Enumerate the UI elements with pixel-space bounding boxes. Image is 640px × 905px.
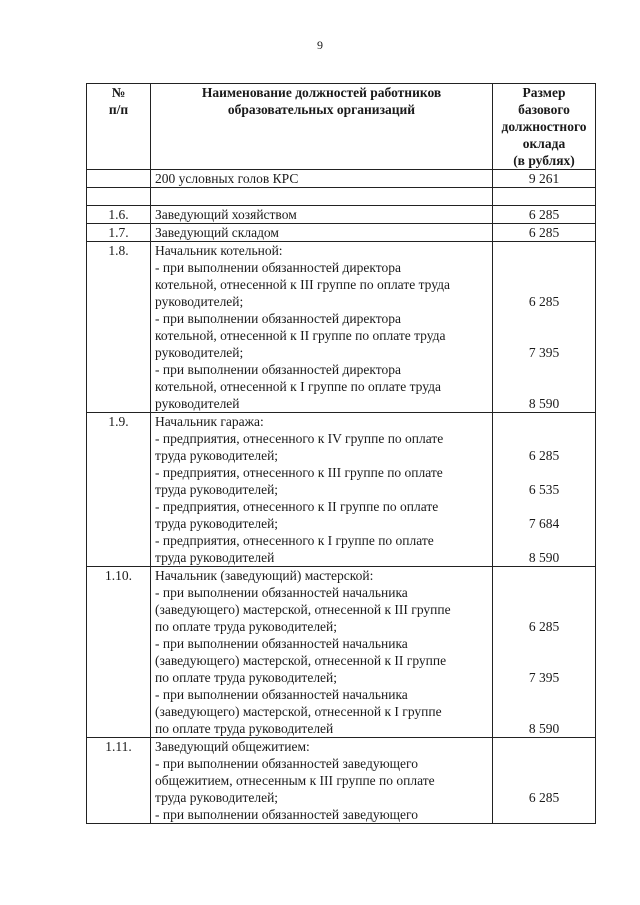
row-number [87,170,151,188]
salary-line [497,276,591,293]
salary-line: 6 535 [528,482,560,497]
salary-line [497,378,591,395]
salary-cell [493,206,596,224]
table-row [87,413,596,567]
position-name [151,188,493,206]
salary-line [497,498,591,515]
salary-line [497,772,591,789]
header-position-name [151,84,493,170]
salary-cell [493,413,596,567]
position-line: общежитием, отнесенным к III группе по оплате [155,773,435,788]
salary-cell [493,567,596,738]
position-line: - при выполнении обязанностей начальника [155,687,408,702]
position-name [151,206,493,224]
salary-line [497,532,591,549]
salary-line [497,755,591,772]
position-line [155,188,488,205]
position-line: - при выполнении обязанностей начальника [155,585,408,600]
salary-line [497,259,591,276]
header-salary [493,84,596,170]
salary-table [86,83,596,824]
header-salary-line: (в рублях) [513,153,575,168]
salary-line: 6 285 [528,448,560,463]
position-line: котельной, отнесенной к II группе по оплате труда [155,328,446,343]
position-line: руководителей; [155,294,244,309]
position-name [151,738,493,824]
table-header-row [87,84,596,170]
salary-line [497,686,591,703]
position-line: руководителей; [155,345,244,360]
position-name [151,242,493,413]
salary-line [497,242,591,259]
position-line: - при выполнении обязанностей директора [155,362,401,377]
salary-line [497,806,591,823]
position-line: котельной, отнесенной к III группе по оплате труда [155,277,450,292]
position-line: (заведующего) мастерской, отнесенной к III группе [155,602,451,617]
row-number: 1.8. [87,242,151,413]
position-line: Заведующий общежитием: [155,739,310,754]
row-number: 1.10. [87,567,151,738]
table-row [87,242,596,413]
position-line: по оплате труда руководителей; [155,619,338,634]
position-line: по оплате труда руководителей; [155,670,338,685]
table-row [87,224,596,242]
salary-line [497,584,591,601]
table-body [87,170,596,824]
position-line: Заведующий хозяйством [155,207,297,222]
position-line: труда руководителей; [155,790,279,805]
salary-cell [493,224,596,242]
table-row [87,567,596,738]
position-line: - предприятия, отнесенного к IV группе по оплате [155,431,444,446]
position-line: Начальник котельной: [155,243,283,258]
salary-line: 8 590 [528,721,560,736]
salary-cell [493,170,596,188]
position-line: труда руководителей [155,550,275,565]
salary-line: 8 590 [528,550,560,565]
position-line: - при выполнении обязанностей заведующего [155,807,418,822]
salary-line [497,430,591,447]
row-number: 1.11. [87,738,151,824]
salary-line [497,464,591,481]
salary-line: 7 395 [528,345,560,360]
table-row [87,188,596,206]
salary-line [497,188,591,205]
position-name [151,224,493,242]
salary-line [497,310,591,327]
position-name [151,170,493,188]
salary-line: 6 285 [528,619,560,634]
table-row [87,738,596,824]
header-salary-line: оклада [522,136,566,151]
position-line: труда руководителей; [155,482,279,497]
salary-line: 6 285 [528,790,560,805]
salary-cell [493,188,596,206]
position-line: - при выполнении обязанностей заведующего [155,756,418,771]
position-line: - при выполнении обязанностей начальника [155,636,408,651]
salary-line: 6 285 [528,207,560,222]
position-name [151,413,493,567]
position-line: - предприятия, отнесенного к II группе по оплате [155,499,439,514]
salary-line [497,361,591,378]
position-line: труда руководителей; [155,448,279,463]
salary-line [497,413,591,430]
salary-line [497,738,591,755]
salary-line [497,601,591,618]
position-line: - при выполнении обязанностей директора [155,311,401,326]
row-number [87,188,151,206]
salary-line: 6 285 [528,294,560,309]
page-number: 9 [317,38,323,52]
position-line: 200 условных голов КРС [155,171,299,186]
header-name-line: образовательных организаций [227,102,416,117]
header-salary-line: Размер [522,85,566,100]
salary-line [497,567,591,584]
position-line: по оплате труда руководителей [155,721,334,736]
header-number-line: п/п [108,102,129,117]
position-line: Заведующий складом [155,225,279,240]
position-line: - при выполнении обязанностей директора [155,260,401,275]
row-number: 1.9. [87,413,151,567]
position-line: Начальник гаража: [155,414,264,429]
salary-cell [493,738,596,824]
row-number: 1.6. [87,206,151,224]
header-salary-line: базового [518,102,570,117]
salary-cell [493,242,596,413]
position-line: (заведующего) мастерской, отнесенной к II группе [155,653,447,668]
salary-line: 9 261 [528,171,560,186]
position-line: - предприятия, отнесенного к I группе по оплате [155,533,434,548]
header-name-line: Наименование должностей работников [201,85,442,100]
header-number-line: № [111,85,126,100]
position-name [151,567,493,738]
position-line: котельной, отнесенной к I группе по оплате труда [155,379,441,394]
salary-line: 8 590 [528,396,560,411]
position-line: (заведующего) мастерской, отнесенной к I группе [155,704,442,719]
salary-line: 6 285 [528,225,560,240]
header-salary-line: должностного [501,119,587,134]
position-line: руководителей [155,396,240,411]
row-number: 1.7. [87,224,151,242]
header-number [87,84,151,170]
table-row [87,206,596,224]
salary-line [497,635,591,652]
table-row [87,170,596,188]
salary-line: 7 395 [528,670,560,685]
position-line: Начальник (заведующий) мастерской: [155,568,374,583]
salary-line: 7 684 [528,516,560,531]
salary-line [497,652,591,669]
position-line: - предприятия, отнесенного к III группе по оплате [155,465,443,480]
salary-line [497,703,591,720]
position-line: труда руководителей; [155,516,279,531]
salary-line [497,327,591,344]
